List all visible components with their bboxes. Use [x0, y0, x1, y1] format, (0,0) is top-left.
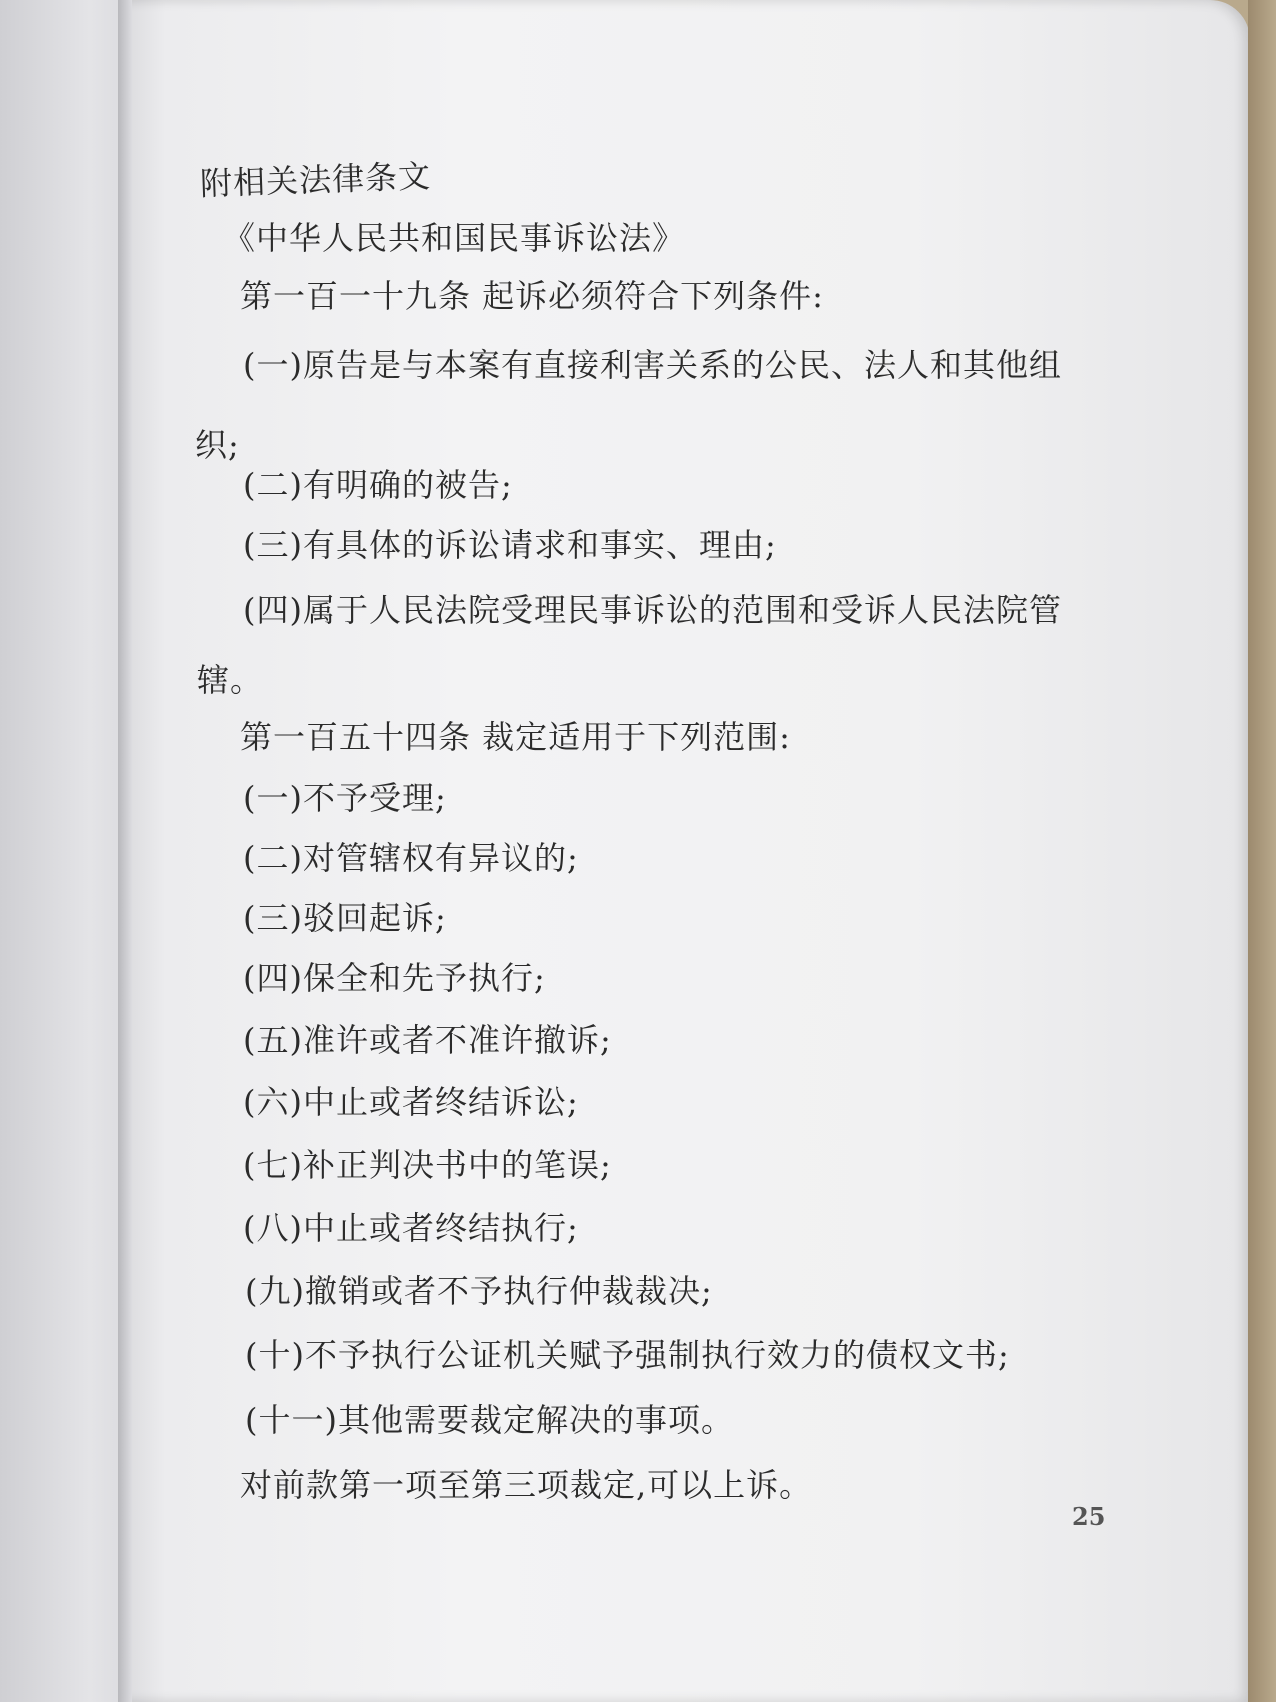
- article-154-item: (四)保全和先予执行;: [243, 959, 546, 997]
- heading: 附相关法律条文: [199, 156, 432, 204]
- table-background: [1248, 0, 1276, 1702]
- article-119-item: (三)有具体的诉讼请求和事实、理由;: [243, 526, 777, 564]
- article-154-item: (九)撤销或者不予执行仲裁裁决;: [245, 1272, 713, 1310]
- article-154-item: (八)中止或者终结执行;: [243, 1209, 579, 1247]
- article-119-item: (二)有明确的被告;: [243, 466, 513, 504]
- article-119-item: (一)原告是与本案有直接利害关系的公民、法人和其他组: [243, 346, 1062, 384]
- article-154-closing: 对前款第一项至第三项裁定,可以上诉。: [240, 1466, 813, 1504]
- law-title: 《中华人民共和国民事诉讼法》: [223, 219, 686, 257]
- book-gutter: [118, 0, 132, 1702]
- article-119-item: 织;: [195, 426, 240, 464]
- article-154-item: (七)补正判决书中的笔误;: [243, 1146, 612, 1184]
- article-154-item: (三)驳回起诉;: [243, 899, 447, 937]
- page-number: 25: [1072, 1502, 1106, 1531]
- article-154-item: (六)中止或者终结诉讼;: [243, 1083, 579, 1121]
- article-119-item: 辖。: [197, 661, 264, 699]
- article-154-item: (十)不予执行公证机关赋予强制执行效力的债权文书;: [245, 1336, 1010, 1374]
- article-154-item: (一)不予受理;: [243, 779, 447, 817]
- article-119-title: 第一百一十九条 起诉必须符合下列条件:: [240, 277, 824, 315]
- article-154-item: (五)准许或者不准许撤诉;: [243, 1021, 612, 1059]
- article-119-item: (四)属于人民法院受理民事诉讼的范围和受诉人民法院管: [243, 591, 1062, 629]
- article-154-item: (二)对管辖权有异议的;: [243, 839, 579, 877]
- article-154-title: 第一百五十四条 裁定适用于下列范围:: [240, 718, 791, 756]
- article-154-item: (十一)其他需要裁定解决的事项。: [245, 1401, 734, 1439]
